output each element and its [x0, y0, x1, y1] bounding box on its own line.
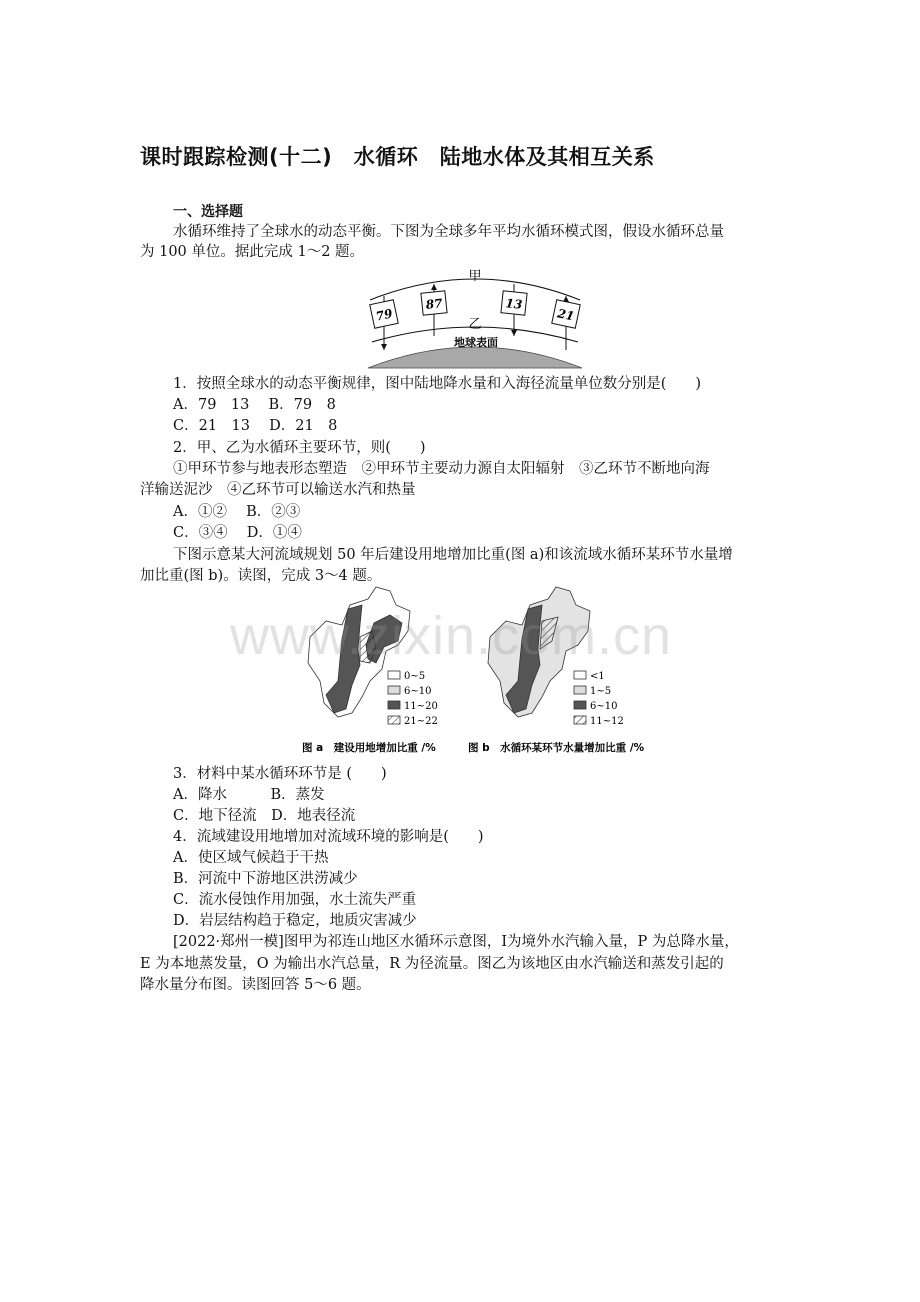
intro1-line2: 为 100 单位。据此完成 1～2 题。	[140, 244, 365, 260]
legend-b-3: 6~10	[590, 701, 618, 712]
q4-stem: 4．流域建设用地增加对流域环境的影响是( )	[173, 829, 484, 845]
caption-b: 图 b 水循环某环节水量增加比重 /%	[468, 742, 645, 754]
section-heading: 一、选择题	[173, 204, 243, 220]
legend-a-3: 11~20	[404, 701, 438, 712]
earth-surface-label: 地球表面	[454, 336, 498, 349]
intro2-line1: 下图示意某大河流域规划 50 年后建设用地增加比重(图 a)和该流域水循环某环节水量增	[173, 547, 733, 563]
q2-options-cd: C．③④ D．①④	[173, 525, 302, 541]
q1-options-ab: A．79 13 B．79 8	[173, 397, 336, 413]
label-yi: 乙	[468, 317, 482, 332]
intro3-line2: E 为本地蒸发量，O 为输出水汽总量，R 为径流量。图乙为该地区由水汽输送和蒸发引起的	[140, 956, 724, 972]
legend-b-2: 1~5	[590, 686, 612, 697]
intro3-line1: [2022·郑州一模]图甲为祁连山地区水循环示意图，Ⅰ为境外水汽输入量，P 为总降水量，	[173, 934, 739, 950]
q2-items-line1: ①甲环节参与地表形态塑造 ②甲环节主要动力源自太阳辐射 ③乙环节不断地向海	[173, 461, 710, 477]
box-13: 13	[504, 296, 523, 312]
caption-a: 图 a 建设用地增加比重 /%	[302, 742, 436, 754]
intro1-line1: 水循环维持了全球水的动态平衡。下图为全球多年平均水循环模式图，假设水循环总量	[173, 224, 724, 240]
legend-a-2: 6~10	[404, 686, 432, 697]
intro2-line2: 加比重(图 b)。读图，完成 3～4 题。	[140, 568, 382, 584]
box-87: 87	[425, 296, 444, 312]
watermark: www.zixin.com.cn	[230, 606, 673, 666]
q4-option-d: D．岩层结构趋于稳定，地质灾害减少	[173, 913, 417, 929]
page-title: 课时跟踪检测(十二) 水循环 陆地水体及其相互关系	[140, 145, 655, 169]
q4-option-b: B．河流中下游地区洪涝减少	[173, 871, 358, 887]
q3-stem: 3．材料中某水循环环节是 ( )	[173, 766, 387, 782]
water-cycle-diagram	[360, 264, 590, 372]
q3-options-ab: A．降水 B．蒸发	[173, 787, 325, 803]
q2-stem: 2．甲、乙为水循环主要环节，则( )	[173, 440, 426, 456]
legend-a-4: 21~22	[404, 716, 438, 727]
q1-options-cd: C．21 13 D．21 8	[173, 418, 338, 434]
intro3-line3: 降水量分布图。读图回答 5～6 题。	[140, 977, 371, 993]
legend-b-4: 11~12	[590, 716, 624, 727]
box-21: 21	[556, 306, 576, 324]
legend-a-1: 0~5	[404, 671, 426, 682]
q3-options-cd: C．地下径流 D．地表径流	[173, 808, 356, 824]
legend-b-1: <1	[590, 671, 605, 682]
q4-option-a: A．使区域气候趋于干热	[173, 850, 329, 866]
label-jia: 甲	[468, 269, 482, 284]
q2-options-ab: A．①② B．②③	[173, 504, 301, 520]
box-79: 79	[374, 306, 394, 324]
q4-option-c: C．流水侵蚀作用加强，水土流失严重	[173, 892, 417, 908]
q1-stem: 1．按照全球水的动态平衡规律，图中陆地降水量和入海径流量单位数分别是( )	[173, 376, 702, 392]
q2-items-line2: 洋输送泥沙 ④乙环节可以输送水汽和热量	[140, 482, 416, 498]
